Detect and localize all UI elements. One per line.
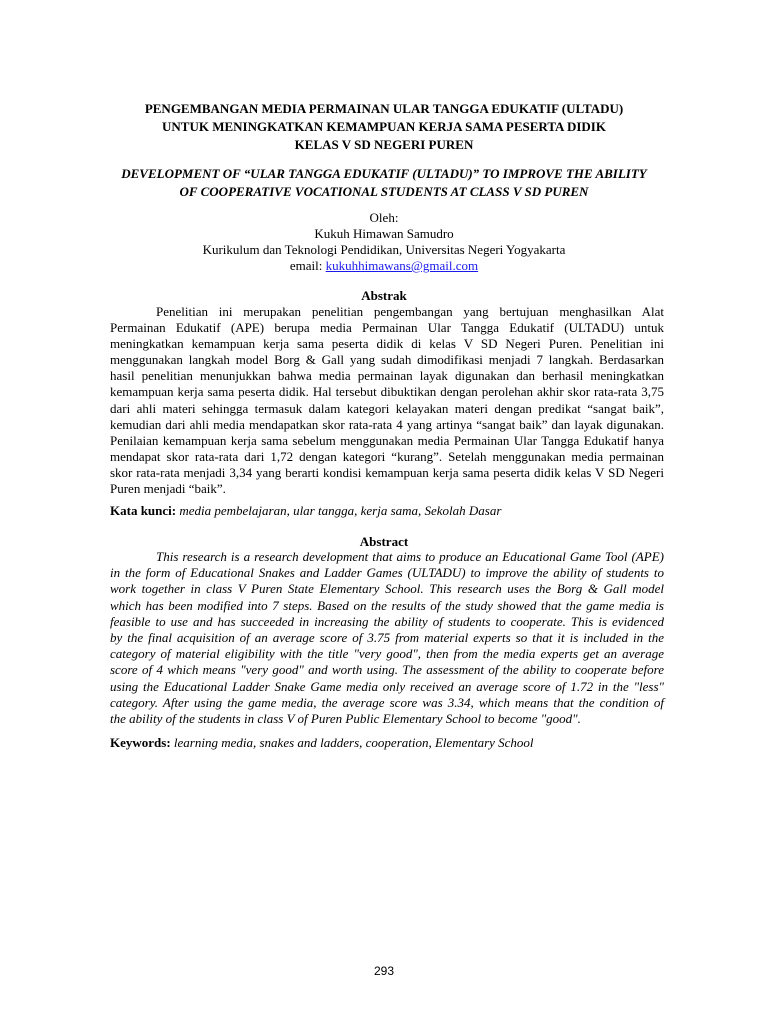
abstract-body bbox=[110, 549, 664, 727]
abstrak-line: Penilaian kemampuan kerja sama sebelum menggunakan media Permainan Ular Tangga Edukatif hanya bbox=[110, 432, 664, 448]
email-link[interactable]: kukuhhimawans@gmail.com bbox=[325, 258, 479, 273]
title-line: KELAS V SD NEGERI PUREN bbox=[294, 137, 474, 152]
title-english bbox=[60, 165, 708, 201]
abstrak-line: hasil penelitian menunjukkan bahwa media permainan layak digunakan dan berhasil meningkatkan bbox=[110, 368, 664, 384]
abstract-line: category of material eligibility with the title "very good", then from the media experts get an average bbox=[110, 646, 664, 662]
email-label: email: bbox=[289, 258, 326, 273]
kata-kunci bbox=[110, 503, 664, 519]
author-email-line bbox=[60, 258, 708, 274]
author-block bbox=[60, 210, 708, 274]
abstract-line: the ability of the students in class V of Puren Public Elementary School to become "good". bbox=[110, 711, 581, 727]
page-number: 293 bbox=[373, 964, 395, 978]
title-line: PENGEMBANGAN MEDIA PERMAINAN ULAR TANGGA EDUKATIF (ULTADU) bbox=[144, 101, 624, 116]
abstract-line: This research is a research development that aims to produce an Educational Game Tool (APE) bbox=[156, 549, 664, 564]
abstrak-line: menggunakan langkah model Borg & Gall yang sudah dimodifikasi menjadi 7 langkah. Berdasarkan bbox=[110, 352, 664, 368]
abstrak-line: kemampuan kerja sama peserta didik. Hal tersebut dibuktikan dengan perolehan akhir skor rata-rata 3,75 bbox=[110, 384, 664, 400]
abstract-line: score of 4 which means "very good" and worth using. The assessment of the ability to cooperate before bbox=[110, 662, 664, 678]
keywords-value: learning media, snakes and ladders, cooperation, Elementary School bbox=[170, 735, 534, 750]
title-line: OF COOPERATIVE VOCATIONAL STUDENTS AT CLASS V SD PUREN bbox=[179, 184, 589, 199]
abstract-line: which has been modified into 7 steps. Based on the results of the study showed that the game media is bbox=[110, 597, 664, 613]
abstrak-line: kemudian dari ahli media mendapatkan skor rata-rata 4 yang artinya “sangat baik” dan layak digunakan. bbox=[110, 416, 664, 432]
abstrak-heading: Abstrak bbox=[361, 288, 407, 303]
keywords-label: Keywords: bbox=[110, 735, 171, 750]
title-indonesian bbox=[60, 100, 708, 154]
abstract-line: by the final acquisition of an average score of 3.75 from material experts so that it is included in the bbox=[110, 630, 664, 646]
abstrak-line: Permainan Edukatif (APE) berupa media Permainan Ular Tangga Edukatif (ULTADU) untuk bbox=[110, 320, 664, 336]
abstrak-body bbox=[110, 304, 664, 497]
title-line: DEVELOPMENT OF “ULAR TANGGA EDUKATIF (ULTADU)” TO IMPROVE THE ABILITY bbox=[121, 166, 647, 181]
abstrak-line: meningkatkan kemampuan kerja sama peserta didik di kelas V SD Negeri Puren. Penelitian ini bbox=[110, 336, 664, 352]
abstract-heading: Abstract bbox=[359, 534, 409, 549]
abstract-line: feasible to use and has succeeded in increasing the ability of students to cooperate. This is evidenced bbox=[110, 613, 664, 629]
keywords bbox=[110, 735, 664, 751]
abstract-line: using the Educational Ladder Snake Game media only received an average score of 1.72 in the "less" bbox=[110, 678, 664, 694]
title-line: UNTUK MENINGKATKAN KEMAMPUAN KERJA SAMA PESERTA DIDIK bbox=[162, 119, 606, 134]
author-by: Oleh: bbox=[369, 210, 399, 225]
abstract-line: in the form of Educational Snakes and Ladder Games (ULTADU) to improve the ability of students to bbox=[110, 565, 664, 581]
abstrak-line: Penelitian ini merupakan penelitian pengembangan yang bertujuan menghasilkan Alat bbox=[156, 304, 664, 319]
kata-kunci-value: media pembelajaran, ular tangga, kerja sama, Sekolah Dasar bbox=[176, 503, 502, 518]
abstrak-line: Puren menjadi “baik”. bbox=[110, 481, 226, 497]
author-affiliation: Kurikulum dan Teknologi Pendidikan, Universitas Negeri Yogyakarta bbox=[202, 242, 566, 257]
abstract-line: work together in class V Puren State Elementary School. This research uses the Borg & Gall model bbox=[110, 581, 664, 597]
kata-kunci-label: Kata kunci: bbox=[110, 503, 177, 518]
abstract-line: category. After using the game media, the average score was 3.34, which means that the condition of bbox=[110, 694, 664, 710]
abstrak-line: skor rata-rata menjadi 3,34 yang berarti kondisi kemampuan kerja sama peserta didik kelas V SD Negeri bbox=[110, 464, 664, 480]
author-name: Kukuh Himawan Samudro bbox=[314, 226, 454, 241]
abstrak-line: dari ahli materi sehingga termasuk dalam kategori kelayakan materi dengan predikat “sangat baik”, bbox=[110, 400, 664, 416]
abstrak-line: mendapat skor rata-rata dari 1,72 dengan kategori “kurang”. Setelah menggunakan media permainan bbox=[110, 448, 664, 464]
